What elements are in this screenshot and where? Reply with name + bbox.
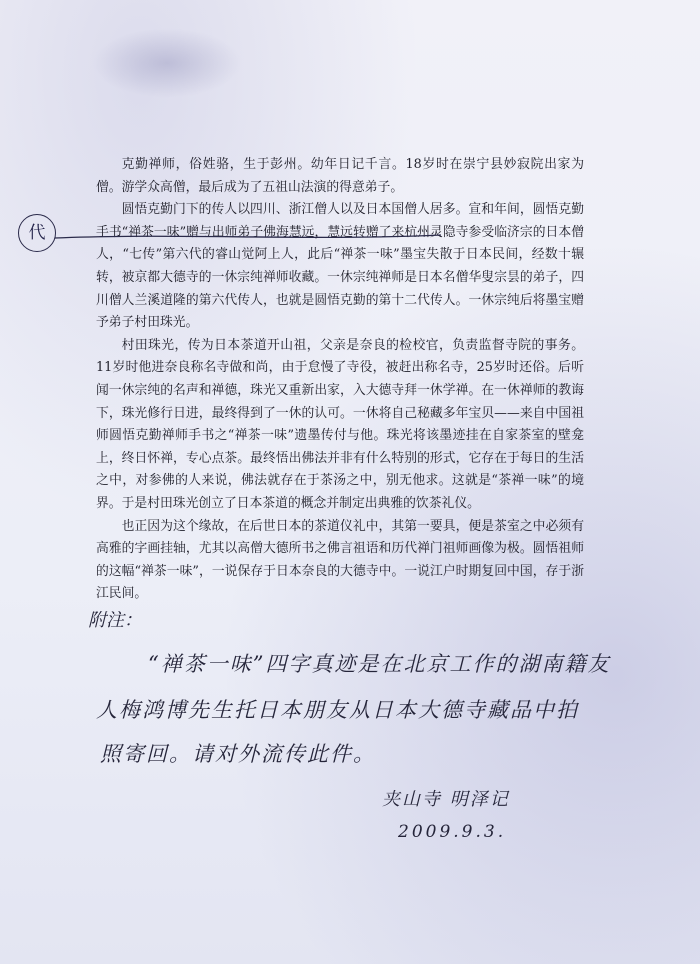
note-line: “禅茶一味”四字真迹是在北京工作的湖南籍友 [148, 652, 611, 676]
note-line: 照寄回。请对外流传此件。 [100, 742, 376, 766]
note-label: 附注： [88, 610, 142, 631]
note-line: 人梅鸿博先生托日本朋友从日本大德寺藏品中拍 [96, 698, 579, 722]
paragraph-1: 克勤禅师，俗姓骆，生于彭州。幼年日记千言。18岁时在崇宁县妙寂院出家为僧。游学众高僧，最后成为了五祖山法演的得意弟子。 [96, 157, 584, 195]
paragraph-4: 也正因为这个缘故，在后世日本的茶道仪礼中，其第一要具，便是茶室之中必须有高雅的字画挂轴，尤其以高僧大德所书之佛言祖语和历代禅门祖师画像为极。圆悟祖师的这幅“禅茶一味”，一说保存于日本奈良的大德寺中。一说江户时期复回中国，存于浙江民间。 [96, 518, 584, 602]
note-date: 2009.9.3. [398, 822, 507, 842]
paragraph-2: 圆悟克勤门下的传人以四川、浙江僧人以及日本国僧人居多。宣和年间，圆悟克勤手书“禅茶一味”赠与出师弟子佛海慧远，慧远转赠了来杭州灵隐寺参受临济宗的日本僧人，“七传”第六代的睿山觉阿上人，此后“禅茶一味”墨宝失散于日本民间，经数十辗转，被京都大德寺的一休宗纯禅师收藏。一休宗纯禅师是日本名僧华叟宗昙的弟子，四川僧人兰溪道隆的第六代传人，也就是圆悟克勤的第十二代传人。一休宗纯后将墨宝赠予弟子村田珠光。 [96, 202, 584, 331]
margin-annotation-circle: 代 [18, 214, 56, 252]
paragraph-3: 村田珠光，传为日本茶道开山祖，父亲是奈良的检校官，负责监督寺院的事务。11岁时他进奈良称名寺做和尚，由于怠慢了寺役，被赶出称名寺，25岁时还俗。后听闻一休宗纯的名声和禅德，珠光又重新出家，入大德寺拜一休学禅。在一休禅师的教诲下，珠光修行日进，最终得到了一休的认可。一休将自己秘藏多年宝贝——来自中国祖师圆悟克勤禅师手书之“禅茶一味”遗墨传付与他。珠光将该墨迹挂在自家茶室的壁龛上，终日怀禅，专心点茶。最终悟出佛法并非有什么特别的形式，它存在于每日的生活之中，对参佛的人来说，佛法就存在于茶汤之中，别无他求。这就是“茶禅一味”的境界。于是村田珠光创立了日本茶道的概念并制定出典雅的饮茶礼仪。 [96, 337, 584, 511]
note-signature: 夹山寺 明泽记 [382, 789, 510, 810]
